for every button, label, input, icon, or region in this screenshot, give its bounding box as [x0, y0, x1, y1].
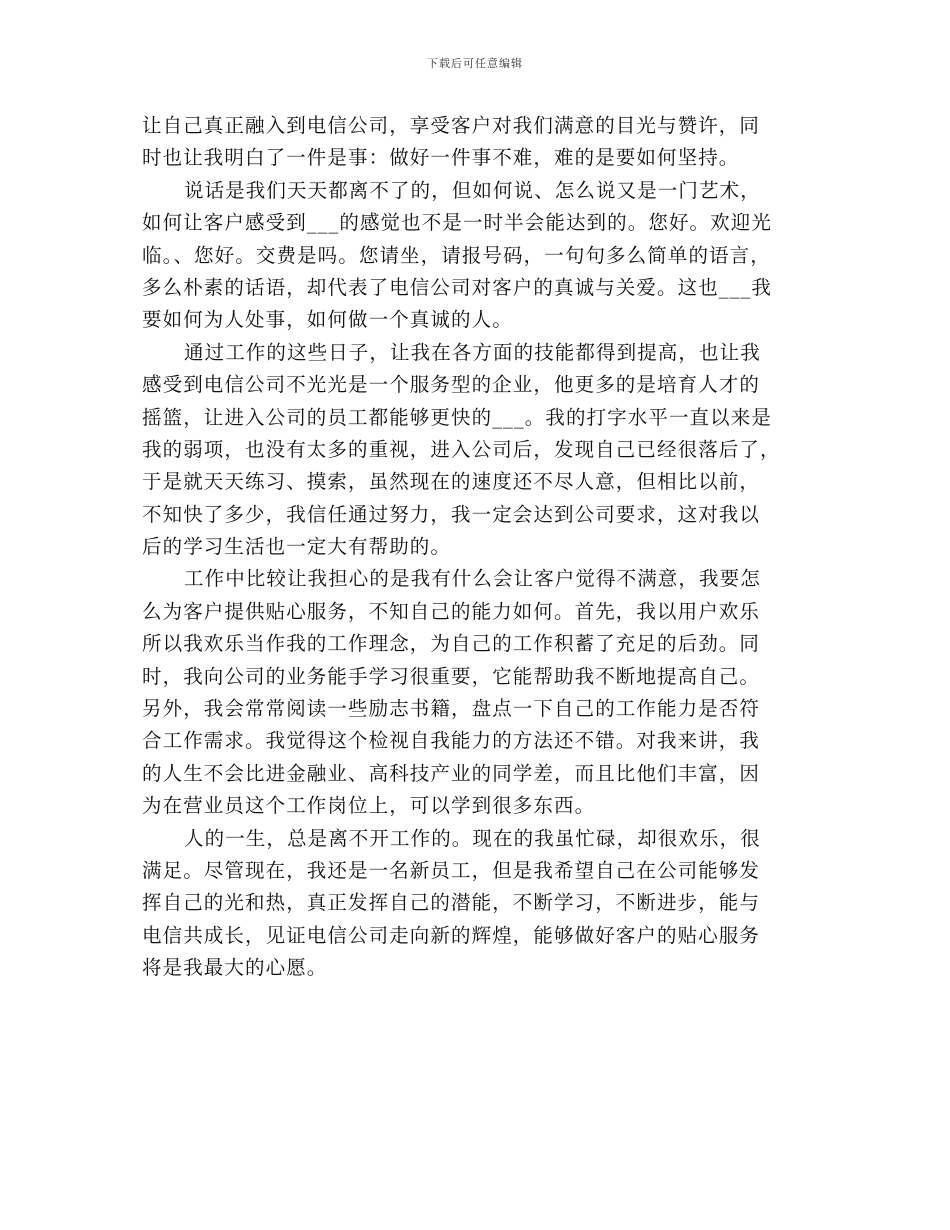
text-line: 多么朴素的话语，却代表了电信公司对客户的真诚与关爱。这也___我	[142, 275, 772, 299]
text-line: 么为客户提供贴心服务，不知自己的能力如何。首先，我以用户欢乐	[142, 599, 761, 623]
text-line: 所以我欢乐当作我的工作理念，为自己的工作积蓄了充足的后劲。同	[142, 632, 761, 656]
text-line: 工作中比较让我担心的是我有什么会让客户觉得不满意，我要怎	[184, 567, 761, 591]
paragraph-4	[142, 563, 822, 822]
text-line: 将是我最大的心愿。	[142, 956, 328, 980]
text-line: 为在营业员这个工作岗位上，可以学到很多东西。	[142, 794, 596, 818]
text-line: 不知快了多少，我信任通过努力，我一定会达到公司要求，这对我以	[142, 502, 761, 526]
text-line: 要如何为人处事，如何做一个真诚的人。	[142, 308, 513, 332]
text-line: 如何让客户感受到___的感觉也不是一时半会能达到的。您好。欢迎光	[142, 211, 772, 235]
document-body	[142, 110, 822, 985]
text-line: 另外，我会常常阅读一些励志书籍，盘点一下自己的工作能力是否符	[142, 697, 761, 721]
text-line: 的人生不会比进金融业、高科技产业的同学差，而且比他们丰富，因	[142, 761, 761, 785]
text-line: 时也让我明白了一件是事：做好一件事不难，难的是要如何坚持。	[142, 146, 740, 170]
text-line: 后的学习生活也一定大有帮助的。	[142, 535, 452, 559]
text-line: 我的弱项，也没有太多的重视，进入公司后，发现自己已经很落后了，	[142, 437, 781, 461]
paragraph-1	[142, 110, 822, 175]
text-line: 挥自己的光和热，真正发挥自己的潜能，不断学习，不断进步，能与	[142, 891, 761, 915]
text-line: 让自己真正融入到电信公司，享受客户对我们满意的目光与赞许，同	[142, 114, 761, 137]
paragraph-3	[142, 337, 822, 564]
page-header: 下载后可任意编辑	[427, 57, 523, 70]
text-line: 时，我向公司的业务能手学习很重要，它能帮助我不断地提高自己。	[142, 664, 761, 688]
text-line: 摇篮，让进入公司的员工都能够更快的___。我的打字水平一直以来是	[142, 405, 772, 429]
text-line: 通过工作的这些日子，让我在各方面的技能都得到提高，也让我	[184, 340, 761, 364]
text-line: 于是就天天练习、摸索，虽然现在的速度还不尽人意，但相比以前，	[142, 470, 761, 494]
text-line: 满足。尽管现在，我还是一名新员工，但是我希望自己在公司能够发	[142, 858, 761, 882]
paragraph-2	[142, 175, 822, 337]
text-line: 人的一生，总是离不开工作的。现在的我虽忙碌，却很欢乐，很	[184, 826, 761, 850]
paragraph-5	[142, 823, 822, 985]
text-line: 说话是我们天天都离不了的，但如何说、怎么说又是一门艺术，	[184, 178, 761, 202]
text-line: 合工作需求。我觉得这个检视自我能力的方法还不错。对我来讲，我	[142, 729, 761, 753]
text-line: 临。、您好。交费是吗。您请坐，请报号码，一句句多么简单的语言，	[142, 243, 771, 267]
text-line: 感受到电信公司不光光是一个服务型的企业，他更多的是培育人才的	[142, 373, 761, 397]
text-line: 电信共成长，见证电信公司走向新的辉煌，能够做好客户的贴心服务	[142, 923, 761, 947]
